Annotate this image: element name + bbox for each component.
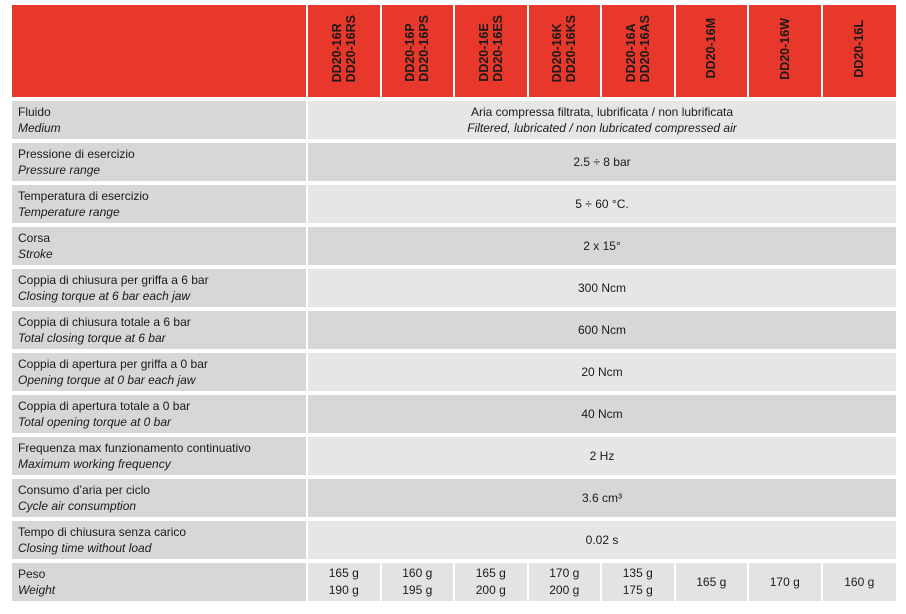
weight-cell: 135 g 175 g [602,559,676,601]
model-header-5: DD20-16A DD20-16AS [602,5,676,97]
row-label: Coppia di chiusura totale a 6 bar Total closing torque at 6 bar [12,307,308,349]
table-row-opening-torque-jaw [12,349,896,391]
weight-cell: 165 g 190 g [308,559,382,601]
row-value: 2 Hz [308,433,896,475]
row-value: Aria compressa filtrata, lubrificata / non lubrificata Filtered, lubricated / non lubricated compressed air [308,97,896,139]
model-header-8: DD20-16L [823,5,897,97]
row-label: Coppia di chiusura per griffa a 6 bar Closing torque at 6 bar each jaw [12,265,308,307]
row-label: Corsa Stroke [12,223,308,265]
weight-cell: 170 g 200 g [529,559,603,601]
row-label: Pressione di esercizio Pressure range [12,139,308,181]
model-header-4: DD20-16K DD20-16KS [529,5,603,97]
model-header-6: DD20-16M [676,5,750,97]
table-row-frequency [12,433,896,475]
table-row-medium [12,97,896,139]
row-value: 2 x 15° [308,223,896,265]
table-row-temperature [12,181,896,223]
table-row-stroke [12,223,896,265]
table-row-closing-time [12,517,896,559]
model-header-2: DD20-16P DD20-16PS [382,5,456,97]
row-value: 600 Ncm [308,307,896,349]
row-value: 5 ÷ 60 °C. [308,181,896,223]
model-header-1: DD20-16R DD20-16RS [308,5,382,97]
table-row-closing-torque-total [12,307,896,349]
model-header-7: DD20-16W [749,5,823,97]
spec-table-container [12,5,894,601]
row-label: Coppia di apertura per griffa a 0 bar Opening torque at 0 bar each jaw [12,349,308,391]
header-blank-cell [12,5,308,97]
row-value: 300 Ncm [308,265,896,307]
row-label: Consumo d’aria per ciclo Cycle air consumption [12,475,308,517]
spec-table [12,5,896,601]
model-header-3: DD20-16E DD20-16ES [455,5,529,97]
row-value: 20 Ncm [308,349,896,391]
weight-cell: 160 g [823,559,897,601]
weight-cell: 165 g [676,559,750,601]
table-row-air-consumption [12,475,896,517]
weight-cell: 160 g 195 g [382,559,456,601]
row-label: Frequenza max funzionamento continuativo Maximum working frequency [12,433,308,475]
table-row-weight [12,559,896,601]
row-value: 40 Ncm [308,391,896,433]
row-value: 2.5 ÷ 8 bar [308,139,896,181]
row-label: Fluido Medium [12,97,308,139]
row-label: Peso Weight [12,559,308,601]
weight-cell: 170 g [749,559,823,601]
table-row-opening-torque-total [12,391,896,433]
row-value: 0.02 s [308,517,896,559]
table-row-pressure [12,139,896,181]
table-row-closing-torque-jaw [12,265,896,307]
row-value: 3.6 cm³ [308,475,896,517]
row-label: Temperatura di esercizio Temperature range [12,181,308,223]
row-label: Tempo di chiusura senza carico Closing time without load [12,517,308,559]
row-label: Coppia di apertura totale a 0 bar Total opening torque at 0 bar [12,391,308,433]
header-row [12,5,896,97]
weight-cell: 165 g 200 g [455,559,529,601]
